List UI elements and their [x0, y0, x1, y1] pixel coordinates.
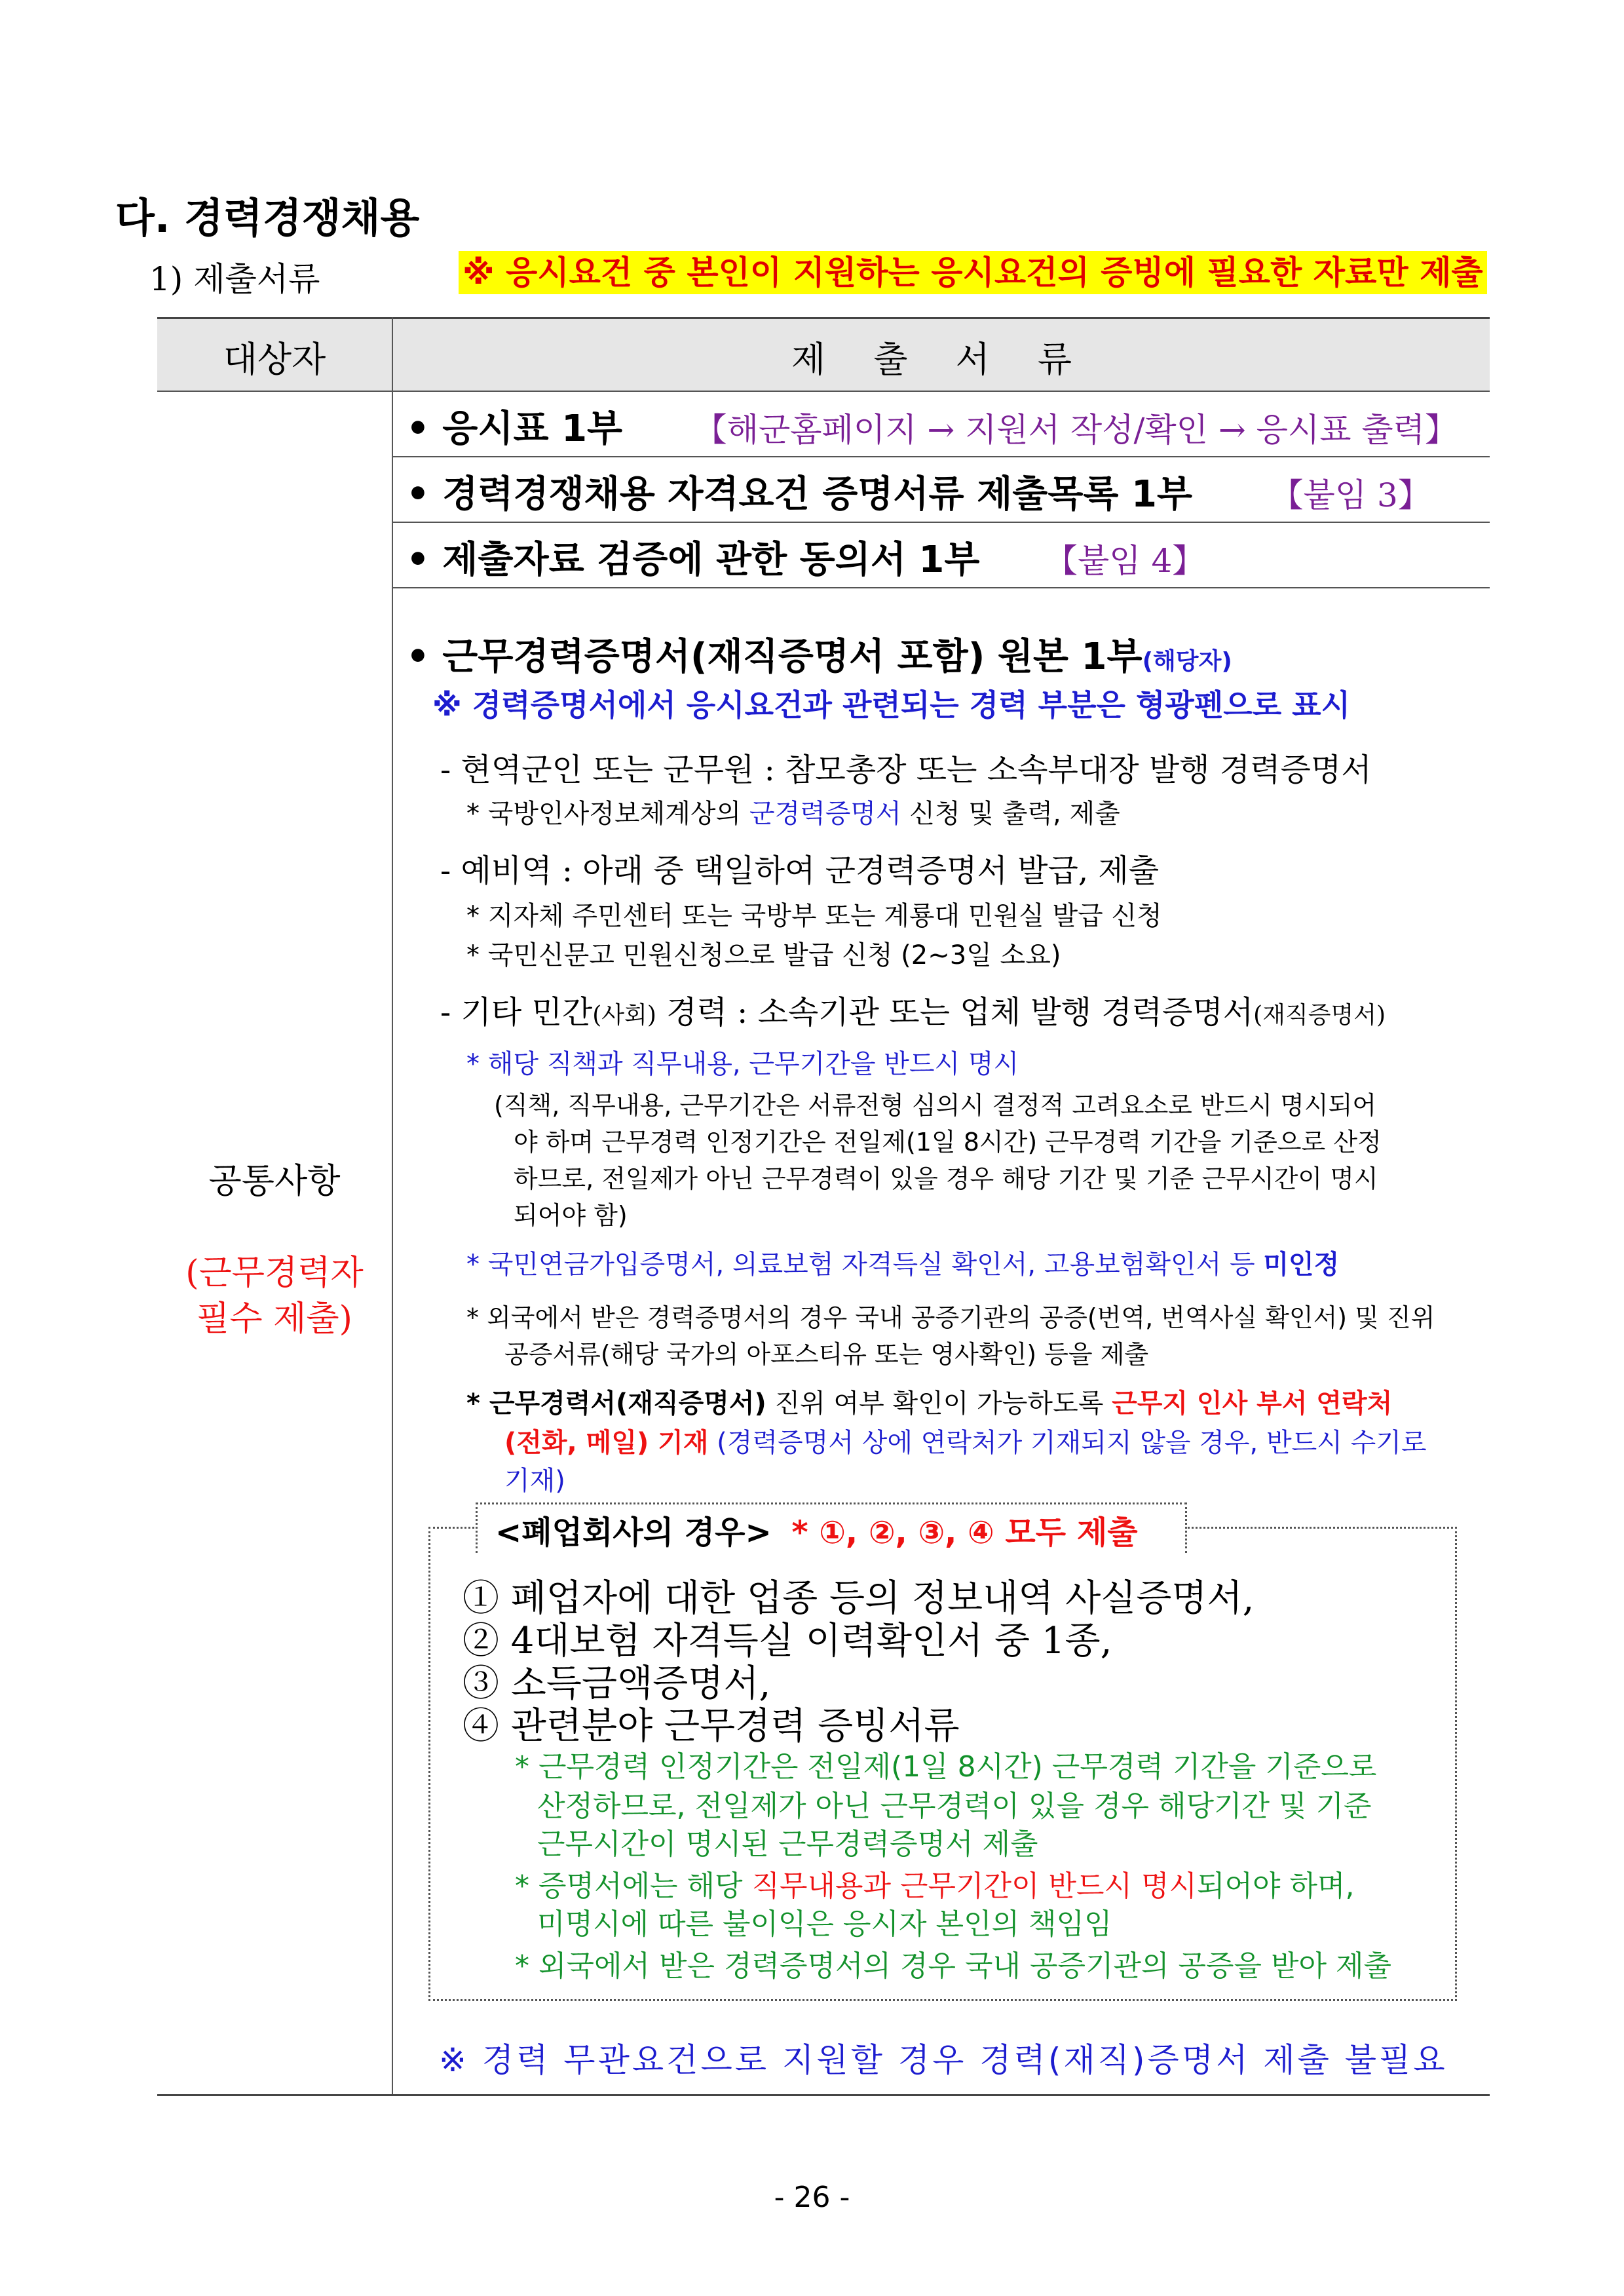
table-header-border	[157, 391, 1490, 392]
closed-note-part: * 증명서에는 해당	[515, 1869, 743, 1903]
reserve-note-2: * 국민신문고 민원신청으로 발급 신청 (2~3일 소요)	[466, 940, 1061, 970]
verify-note-line-2	[504, 1422, 1427, 1459]
column-divider	[392, 317, 393, 2094]
footer-note: ※ 경력 무관요건으로 지원할 경우 경력(재직)증명서 제출 불필요	[439, 2041, 1448, 2079]
verify-note-line-3: 기재)	[504, 1466, 565, 1496]
verify-part: (경력증명서 상에 연락처가 기재되지 않을 경우, 반드시 수기로	[717, 1428, 1427, 1458]
common-label-note-1: (근무경력자	[185, 1253, 364, 1293]
table-bottom-border	[157, 2094, 1490, 2096]
civilian-paragraph-2	[514, 1122, 1382, 1158]
civilian-paragraph-1: (직책, 직무내용, 근무기간은 서류전형 심의시 결정적 고려요소로 반드시 명시되어	[494, 1091, 1376, 1120]
highlight-instruction: ※ 경력증명서에서 응시요건과 관련되는 경력 부분은 형광펜으로 표시	[432, 687, 1351, 723]
table-top-border	[157, 317, 1490, 319]
exam-ticket-ref: 【해군홈페이지 → 지원서 작성/확인 → 응시표 출력】	[694, 411, 1458, 449]
verify-note-line-1	[466, 1383, 1392, 1420]
row-qualification-list	[406, 465, 1431, 518]
closed-note-emphasis: 직무내용과 근무기간이 반드시 명시	[751, 1869, 1198, 1903]
closed-item-2: ② 4대보험 자격득실 이력확인서 중 1종,	[463, 1620, 1112, 1662]
header-documents: 제 출 서 류	[791, 339, 1091, 380]
pension-note	[466, 1244, 1339, 1281]
qualification-list-ref: 【붙임 3】	[1270, 476, 1431, 514]
civilian-part: (재직증명서)	[1253, 1002, 1386, 1029]
row-divider	[392, 522, 1490, 523]
closed-note-1b: 산정하므로, 전일제가 아닌 근무경력이 있을 경우 해당기간 및 기준	[537, 1789, 1372, 1823]
verify-part: 진위 여부 확인이 가능하도록	[774, 1388, 1104, 1419]
active-duty-note	[466, 793, 1120, 830]
closed-note-part: 되어야 하며,	[1197, 1869, 1355, 1903]
civilian-paragraph-part: 야 하며	[514, 1128, 594, 1157]
closed-note-3: * 외국에서 받은 경력증명서의 경우 국내 공증기관의 공증을 받아 제출	[515, 1949, 1391, 1983]
reserve-item: - 예비역 : 아래 중 택일하여 군경력증명서 발급, 제출	[440, 852, 1160, 889]
section-heading: 다. 경력경쟁채용	[115, 194, 420, 242]
career-cert-tag: (해당자)	[1142, 648, 1232, 675]
closed-title-label: <폐업회사의 경우>	[495, 1514, 772, 1551]
civilian-part: 경력 : 소속기관 또는 업체 발행 경력증명서	[666, 994, 1254, 1031]
civilian-paragraph-3: 하므로, 전일제가 아닌 근무경력이 있을 경우 해당 기간 및 기준 근무시간이 명시	[514, 1164, 1378, 1193]
verify-contact-term: 근무지 인사 부서 연락처	[1112, 1388, 1393, 1419]
header-target: 대상자	[223, 339, 326, 380]
closed-note-2d: 미명시에 따른 불이익은 응시자 본인의 책임임	[537, 1907, 1112, 1941]
closed-item-4: ④ 관련분야 근무경력 증빙서류	[463, 1705, 960, 1748]
active-note-part: * 국방인사정보체계상의	[466, 799, 742, 829]
civilian-part: (사회)	[592, 1002, 656, 1029]
row-divider	[392, 587, 1490, 588]
closed-note-1a: * 근무경력 인정기간은 전일제(1일 8시간) 근무경력 기간을 기준으로	[515, 1750, 1377, 1784]
closed-item-1: ① 폐업자에 대한 업종 등의 정보내역 사실증명서,	[463, 1577, 1255, 1620]
qualification-list-label: • 경력경쟁채용 자격요건 증명서류 제출목록 1부	[406, 473, 1193, 516]
page-number: - 26 -	[774, 2181, 850, 2214]
verify-contact-term: (전화, 메일) 기재	[504, 1428, 709, 1458]
sub-section-label: 1) 제출서류	[149, 260, 320, 298]
civilian-note-1: * 해당 직책과 직무내용, 근무기간을 반드시 명시	[466, 1049, 1019, 1079]
career-cert-bullet	[406, 628, 1232, 680]
not-accepted-term: 미인정	[1263, 1250, 1340, 1280]
active-note-part: 신청 및 출력, 제출	[909, 799, 1120, 829]
foreign-note-2: 공증서류(해당 국가의 아포스티유 또는 영사확인) 등을 제출	[504, 1340, 1149, 1369]
civilian-paragraph-part: 근무경력 인정기간은 전일제(1일 8시간) 근무경력 기간을 기준으로 산정	[601, 1128, 1382, 1157]
row-divider	[392, 456, 1490, 457]
notice-highlight: ※ 응시요건 중 본인이 지원하는 응시요건의 증빙에 필요한 자료만 제출	[459, 251, 1487, 294]
closed-note-1c: 근무시간이 명시된 근무경력증명서 제출	[537, 1827, 1038, 1861]
civilian-item	[440, 987, 1386, 1032]
pension-note-part: * 국민연금가입증명서, 의료보험 자격득실 확인서, 고용보험확인서 등	[466, 1250, 1255, 1280]
civilian-part: - 기타 민간	[440, 994, 593, 1031]
closed-item-3: ③ 소득금액증명서,	[463, 1662, 771, 1705]
row-exam-ticket	[406, 400, 1458, 452]
exam-ticket-label: • 응시표 1부	[406, 408, 623, 450]
military-cert-term: 군경력증명서	[749, 799, 901, 829]
common-label: 공통사항	[208, 1162, 341, 1201]
active-duty-item: - 현역군인 또는 군무원 : 참모총장 또는 소속부대장 발행 경력증명서	[440, 752, 1372, 788]
common-label-note-2: 필수 제출)	[197, 1299, 352, 1339]
closed-note-2a	[515, 1862, 1355, 1904]
closed-company-title	[495, 1507, 1138, 1552]
foreign-note-1: * 외국에서 받은 경력증명서의 경우 국내 공증기관의 공증(번역, 번역사실 확인서) 및 진위	[466, 1303, 1435, 1332]
civilian-paragraph-4: 되어야 함)	[514, 1201, 628, 1230]
closed-title-instruction: * ①, ②, ③, ④ 모두 제출	[791, 1514, 1138, 1551]
reserve-note-1: * 지자체 주민센터 또는 국방부 또는 계룡대 민원실 발급 신청	[466, 901, 1162, 931]
consent-form-label: • 제출자료 검증에 관한 동의서 1부	[406, 539, 980, 581]
consent-form-ref: 【붙임 4】	[1045, 542, 1205, 580]
career-cert-label: • 근무경력증명서(재직증명서 포함) 원본 1부	[406, 636, 1142, 678]
verify-part: * 근무경력서(재직증명서)	[466, 1388, 766, 1419]
row-consent-form	[406, 531, 1205, 583]
